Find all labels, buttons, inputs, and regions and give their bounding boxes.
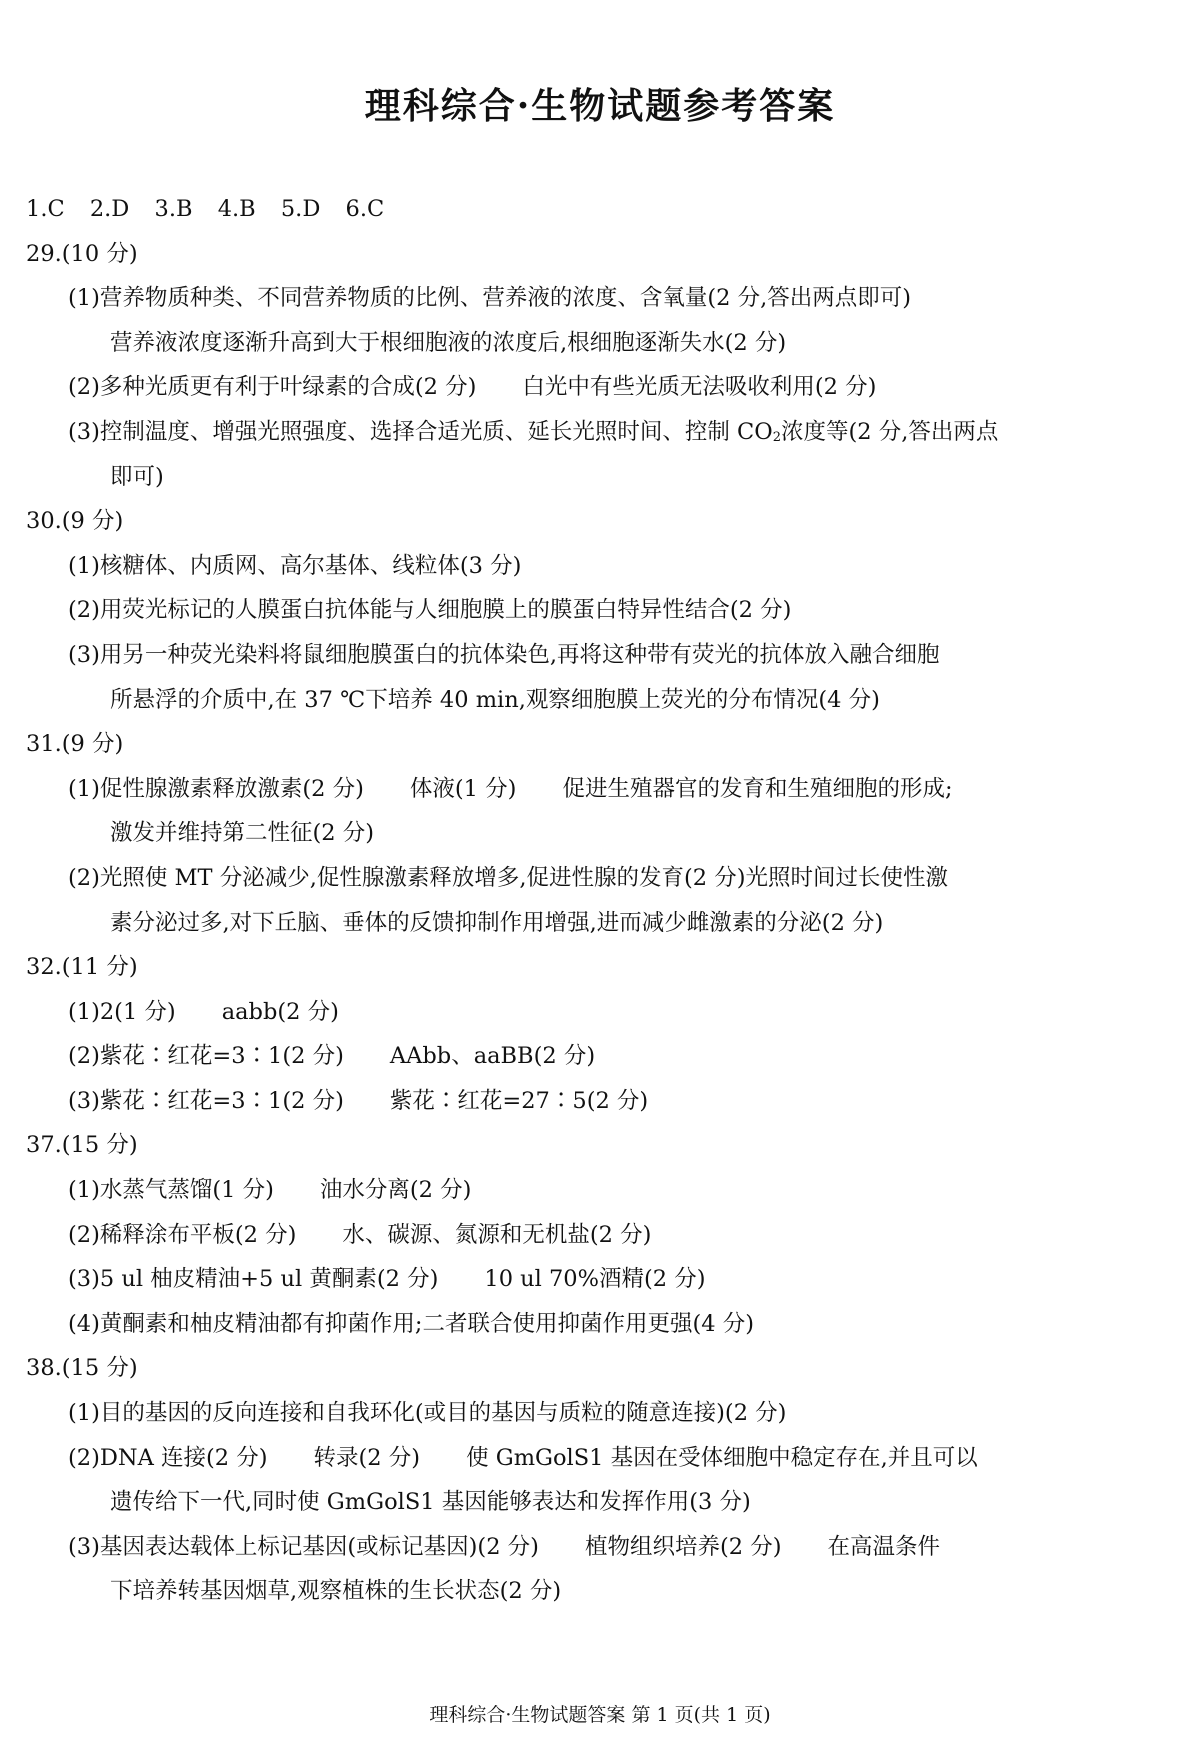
q29-header: 29.(10 分) xyxy=(26,240,138,267)
mc-answer-1: 1.C xyxy=(26,196,65,222)
q31-header: 31.(9 分) xyxy=(26,731,124,758)
q32-part2-answer-b: AAbb、aaBB(2 分) xyxy=(389,1043,596,1070)
q38-part2-line2: 遗传给下一代,同时使 GmGolS1 基因能够表达和发挥作用(3 分) xyxy=(110,1489,751,1516)
co2-subscript: 2 xyxy=(772,429,781,445)
q31-part1-line1 xyxy=(26,767,1161,812)
q37-part3-answer-a: (3)5 ul 柚皮精油+5 ul 黄酮素(2 分) xyxy=(68,1266,439,1293)
mc-answer-5: 5.D xyxy=(280,196,321,222)
q32-part3-answer-a: (3)紫花∶红花=3∶1(2 分) xyxy=(68,1087,344,1114)
q37-header: 37.(15 分) xyxy=(26,1132,138,1159)
q32-part2-answer-a: (2)紫花∶红花=3∶1(2 分) xyxy=(68,1043,344,1070)
q32-part1-answer-a: (1)2(1 分) xyxy=(68,998,176,1025)
q31-part1-answer-b: 体液(1 分) xyxy=(409,775,517,802)
q38-part3-line2: 下培养转基因烟草,观察植株的生长状态(2 分) xyxy=(110,1578,562,1605)
mc-answer-3: 3.B xyxy=(154,196,193,222)
q37-part2 xyxy=(26,1213,1161,1258)
q31-part1-answer-c: 促进生殖器官的发育和生殖细胞的形成; xyxy=(562,775,953,802)
mc-answer-4: 4.B xyxy=(217,196,256,222)
q38-part2-answer-b: 转录(2 分) xyxy=(313,1444,421,1471)
q38-part2-answer-c: 使 GmGolS1 基因在受体细胞中稳定存在,并且可以 xyxy=(466,1444,978,1471)
answer-content xyxy=(26,187,1161,1614)
q31-part1-answer-a: (1)促性腺激素释放激素(2 分) xyxy=(68,775,364,802)
q37-part4: (4)黄酮素和柚皮精油都有抑菌作用;二者联合使用抑菌作用更强(4 分) xyxy=(68,1310,754,1337)
q29-part3-line2: 即可) xyxy=(110,463,164,490)
q38-part3-line1 xyxy=(26,1525,1161,1570)
multiple-choice-answers xyxy=(26,187,1161,232)
q30-part3-line1: (3)用另一种荧光染料将鼠细胞膜蛋白的抗体染色,再将这种带有荧光的抗体放入融合细胞 xyxy=(68,641,940,668)
q29-part1-line1: (1)营养物质种类、不同营养物质的比例、营养液的浓度、含氧量(2 分,答出两点即可) xyxy=(68,285,912,312)
q29-part2-answer-a: (2)多种光质更有利于叶绿素的合成(2 分) xyxy=(68,374,477,401)
q32-part3 xyxy=(26,1079,1161,1124)
q31-part2-line2: 素分泌过多,对下丘脑、垂体的反馈抑制作用增强,进而减少雌激素的分泌(2 分) xyxy=(110,909,884,936)
q29-part3-text-cont: 浓度等(2 分,答出两点 xyxy=(780,418,999,445)
q38-part2-line1 xyxy=(26,1436,1161,1481)
q29-part3-text: (3)控制温度、增强光照强度、选择合适光质、延长光照时间、控制 CO xyxy=(68,418,773,445)
q29-part1-line2: 营养液浓度逐渐升高到大于根细胞液的浓度后,根细胞逐渐失水(2 分) xyxy=(110,329,787,356)
mc-answer-6: 6.C xyxy=(345,196,385,222)
q30-header: 30.(9 分) xyxy=(26,508,124,535)
q38-part3-answer-a: (3)基因表达载体上标记基因(或标记基因)(2 分) xyxy=(68,1533,539,1560)
q37-part1-answer-a: (1)水蒸气蒸馏(1 分) xyxy=(68,1177,274,1204)
q30-part1: (1)核糖体、内质网、高尔基体、线粒体(3 分) xyxy=(68,552,522,579)
q38-part3-answer-c: 在高温条件 xyxy=(827,1533,940,1560)
q32-header: 32.(11 分) xyxy=(26,954,138,981)
mc-answer-2: 2.D xyxy=(89,196,130,222)
q37-part3-answer-b: 10 ul 70%酒精(2 分) xyxy=(484,1266,706,1293)
q30-part2: (2)用荧光标记的人膜蛋白抗体能与人细胞膜上的膜蛋白特异性结合(2 分) xyxy=(68,597,792,624)
q29-part3-line1 xyxy=(26,410,1161,455)
q37-part1-answer-b: 油水分离(2 分) xyxy=(319,1177,472,1204)
q32-part2 xyxy=(26,1034,1161,1079)
q32-part3-answer-b: 紫花∶红花=27∶5(2 分) xyxy=(389,1087,649,1114)
q31-part1-line2: 激发并维持第二性征(2 分) xyxy=(110,820,375,847)
q29-part2 xyxy=(26,365,1161,410)
page-title: 理科综合·生物试题参考答案 xyxy=(364,85,836,127)
q32-part1 xyxy=(26,990,1161,1035)
q38-header: 38.(15 分) xyxy=(26,1355,138,1382)
q37-part2-answer-b: 水、碳源、氮源和无机盐(2 分) xyxy=(342,1221,652,1248)
q38-part2-answer-a: (2)DNA 连接(2 分) xyxy=(68,1444,268,1471)
q32-part1-answer-b: aabb(2 分) xyxy=(221,998,339,1025)
page-footer: 理科综合·生物试题答案 第 1 页(共 1 页) xyxy=(429,1704,771,1726)
q38-part1: (1)目的基因的反向连接和自我环化(或目的基因与质粒的随意连接)(2 分) xyxy=(68,1400,787,1427)
q38-part3-answer-b: 植物组织培养(2 分) xyxy=(584,1533,782,1560)
q30-part3-line2: 所悬浮的介质中,在 37 ℃下培养 40 min,观察细胞膜上荧光的分布情况(4 分) xyxy=(110,686,880,713)
q37-part3 xyxy=(26,1257,1161,1302)
q29-part2-answer-b: 白光中有些光质无法吸收利用(2 分) xyxy=(522,374,877,401)
q37-part2-answer-a: (2)稀释涂布平板(2 分) xyxy=(68,1221,297,1248)
q31-part2-line1: (2)光照使 MT 分泌减少,促性腺激素释放增多,促进性腺的发育(2 分)光照时间过长使性激 xyxy=(68,864,949,891)
q37-part1 xyxy=(26,1168,1161,1213)
